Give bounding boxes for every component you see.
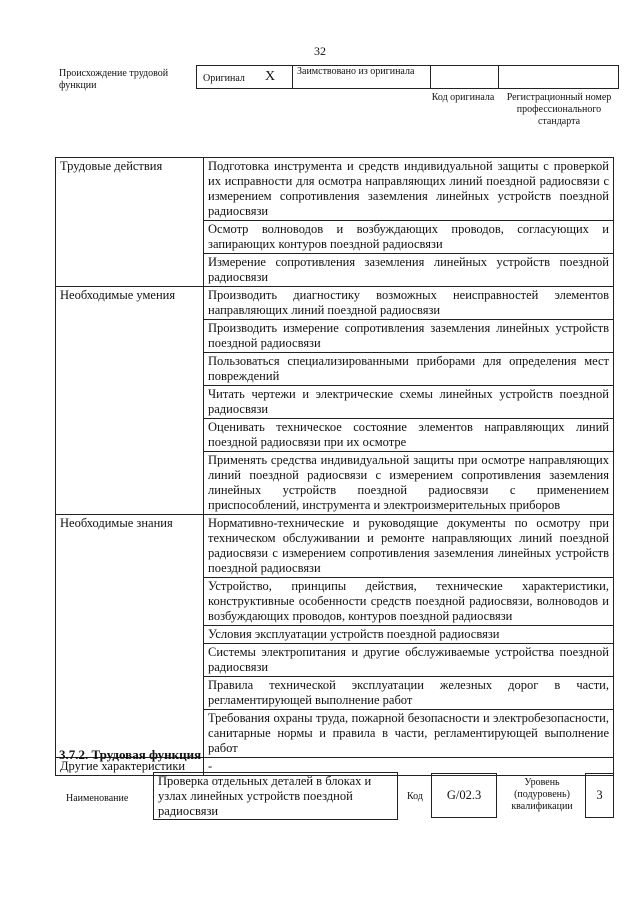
original-label: Оригинал xyxy=(203,73,245,84)
table-cell: Пользоваться специализированными приборами для определения мест повреждений xyxy=(204,353,614,386)
row-label-actions: Трудовые действия xyxy=(56,158,204,287)
function-code-box: G/02.3 xyxy=(431,773,497,818)
table-cell: Применять средства индивидуальной защиты при осмотре направляющих линий поездной радиосвязи с измерением сопротивления заземления линейных устройств поездной радиосвязи с применением приспособлений, инструмента и электроизмерительных приборов xyxy=(204,452,614,515)
code-original-cell xyxy=(431,66,499,88)
table-cell: Производить диагностику возможных неисправностей элементов направляющих линий поездной радиосвязи xyxy=(204,287,614,320)
level-value-box: 3 xyxy=(585,773,614,818)
table-cell: Устройство, принципы действия, технические характеристики, конструктивные особенности средств поездной радиосвязи, волноводов и возбуждающих проводов, контуров поездной радиосвязи xyxy=(204,578,614,626)
name-label: Наименование xyxy=(66,793,129,804)
level-label: Уровень (подуровень) квалификации xyxy=(511,777,573,812)
original-cell xyxy=(197,66,293,88)
function-name-box: Проверка отдельных деталей в блоках и узлах линейных устройств поездной радиосвязи xyxy=(153,772,398,820)
row-label-other: Другие характеристики xyxy=(56,758,204,776)
table-row xyxy=(56,158,614,221)
table-cell: Измерение сопротивления заземления линейных устройств поездной радиосвязи xyxy=(204,254,614,287)
table-cell: Правила технической эксплуатации железных дорог в части, регламентирующей выполнение работ xyxy=(204,677,614,710)
table-cell: Подготовка инструмента и средств индивидуальной защиты с проверкой их исправности для осмотра направляющих линий поездной радиосвязи с измерением сопротивления заземления линейных устройств поездной радиосвязи xyxy=(204,158,614,221)
table-cell: Оценивать техническое состояние элементов направляющих линий поездной радиосвязи при их осмотре xyxy=(204,419,614,452)
code-label: Код xyxy=(407,791,423,802)
page-number: 32 xyxy=(314,44,326,58)
table-cell: Нормативно-технические и руководящие документы по осмотру при техническом обслуживании и ремонте направляющих линий поездной радиосвязи с измерением сопротивления заземления линейных устройств поездной радиосвязи xyxy=(204,515,614,578)
table-row xyxy=(56,287,614,320)
borrowed-cell xyxy=(293,66,431,88)
table-cell: Читать чертежи и электрические схемы линейных устройств поездной радиосвязи xyxy=(204,386,614,419)
table-cell: Производить измерение сопротивления заземления линейных устройств поездной радиосвязи xyxy=(204,320,614,353)
table-cell: Системы электропитания и другие обслуживаемые устройства поездной радиосвязи xyxy=(204,644,614,677)
origin-table xyxy=(196,65,619,89)
origin-label: Происхождение трудовой функции xyxy=(59,68,169,91)
code-original-label: Код оригинала xyxy=(431,92,495,103)
row-label-skills: Необходимые умения xyxy=(56,287,204,515)
row-label-knowledge: Необходимые знания xyxy=(56,515,204,758)
reg-number-label: Регистрационный номер профессионального стандарта xyxy=(506,92,612,127)
labor-function-table xyxy=(55,157,614,776)
reg-number-cell xyxy=(499,66,618,88)
table-cell: Осмотр волноводов и возбуждающих проводов, согласующих и запирающих контуров поездной радиосвязи xyxy=(204,221,614,254)
table-cell: - xyxy=(204,758,614,776)
table-cell: Условия эксплуатации устройств поездной радиосвязи xyxy=(204,626,614,644)
borrowed-label: Заимствовано из оригинала xyxy=(297,66,415,77)
table-row xyxy=(56,515,614,578)
section-heading: 3.7.2. Трудовая функция xyxy=(59,747,202,762)
original-mark: X xyxy=(265,69,276,84)
table-cell: Требования охраны труда, пожарной безопасности и электробезопасности, санитарные нормы и правила в части, регламентирующей выполнение работ xyxy=(204,710,614,758)
